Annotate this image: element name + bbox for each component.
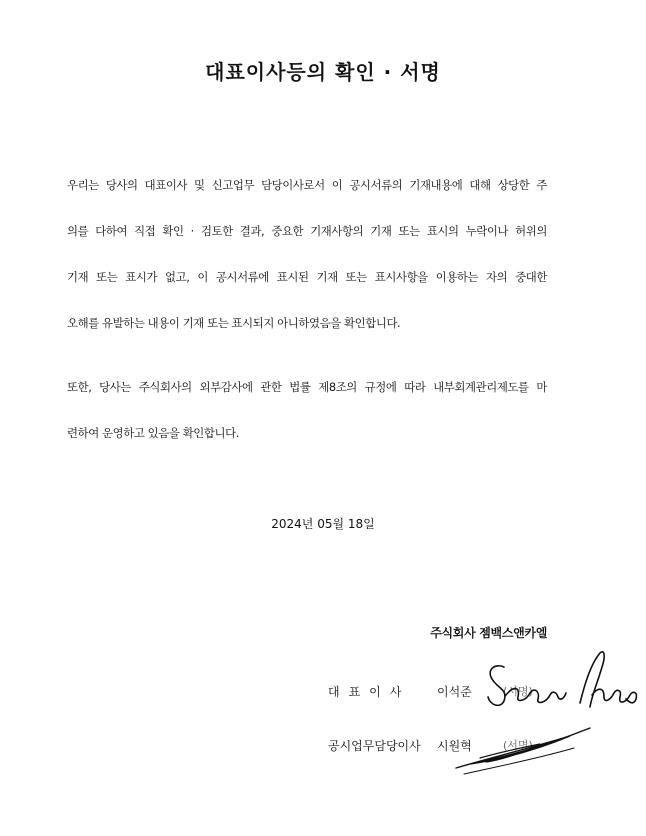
paragraph-line: 또한, 당사는 주식회사의 외부감사에 관한 법률 제8조의 규정에 따라 내부회계관리제도를 마: [67, 380, 547, 394]
paragraph-line: 오해를 유발하는 내용이 기재 또는 표시되지 아니하였음을 확인합니다.: [67, 316, 401, 330]
signatory-role: 대표이사: [328, 685, 411, 699]
signatory-name: 이석준: [437, 685, 472, 699]
confirmation-paragraph: [67, 175, 547, 333]
handwritten-signature-ceo: [480, 645, 640, 715]
paragraph-line: 기재 또는 표시가 없고, 이 공시서류에 표시된 기재 또는 표시사항을 이용하는 자의 중대한: [67, 270, 547, 284]
signatory-name: 시원혁: [437, 739, 472, 753]
document-date: 2024년 05월 18일: [271, 517, 375, 531]
signature-placeholder: (서명): [503, 685, 533, 698]
paragraph-line: 우리는 당사의 대표이사 및 신고업무 담당이사로서 이 공시서류의 기재내용에 대해 상당한 주: [67, 178, 547, 192]
paragraph-line: 련하여 운영하고 있음을 확인합니다.: [67, 426, 239, 440]
company-name: 주식회사 젬백스앤카엘: [430, 626, 547, 640]
handwritten-signature-disclosure-officer: [450, 718, 600, 778]
paragraph-line: 의를 다하여 직접 확인 · 검토한 결과, 중요한 기재사항의 기재 또는 표시의 누락이나 허위의: [67, 224, 547, 238]
signatory-role: 공시업무담당이사: [328, 739, 421, 753]
internal-control-paragraph: [67, 377, 547, 443]
signature-placeholder: (서명): [503, 739, 533, 752]
page-title: 대표이사등의 확인 · 서명: [205, 60, 441, 84]
